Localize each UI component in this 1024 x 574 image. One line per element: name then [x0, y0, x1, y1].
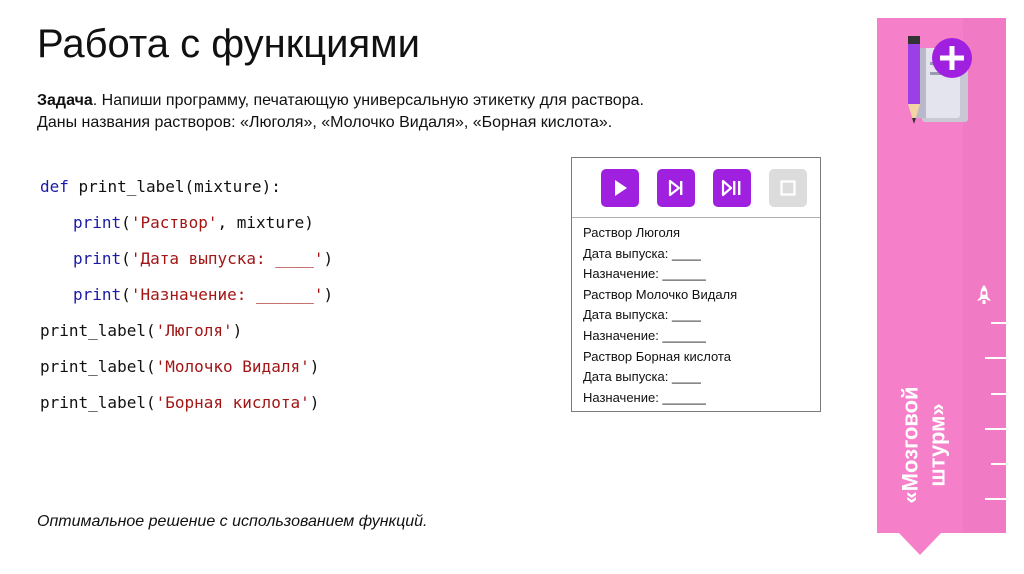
- code-builtin: print: [73, 213, 122, 232]
- ruler-tick: [985, 498, 1006, 500]
- code-line: [40, 352, 333, 388]
- code-text: ): [309, 393, 320, 412]
- code-text: (: [121, 213, 131, 232]
- side-label-line1: «Мозговой: [898, 386, 923, 504]
- output-line: Дата выпуска: ____: [583, 245, 701, 261]
- code-string: 'Люголя': [155, 321, 233, 340]
- side-panel-arrow: [899, 533, 941, 555]
- code-line: [40, 172, 333, 208]
- code-builtin: print: [73, 249, 122, 268]
- run-button[interactable]: [601, 169, 639, 207]
- code-block: [40, 172, 333, 424]
- output-line: Раствор Молочко Видаля: [583, 286, 738, 302]
- task-description: [37, 90, 797, 134]
- page-title: Работа с функциями: [37, 22, 421, 66]
- task-line2: Даны названия растворов: «Люголя», «Молочко Видаля», «Борная кислота».: [37, 114, 613, 131]
- ruler-tick: [991, 393, 1006, 395]
- output-line: Назначение: ______: [583, 389, 706, 405]
- code-string: 'Раствор': [130, 213, 218, 232]
- code-line: [40, 208, 333, 244]
- code-keyword: def: [40, 177, 69, 196]
- code-builtin: print: [73, 285, 122, 304]
- code-text: print_label(: [40, 357, 156, 376]
- output-console: [571, 157, 821, 412]
- step-icon: [666, 178, 686, 198]
- task-label: Задача: [37, 92, 93, 109]
- output-line: Назначение: ______: [583, 327, 706, 343]
- code-line: [40, 244, 333, 280]
- output-line: Раствор Люголя: [583, 225, 681, 240]
- footer-note: Оптимальное решение с использованием функций.: [37, 513, 428, 530]
- ruler-tick: [985, 428, 1006, 430]
- console-toolbar: [572, 158, 820, 218]
- code-string: 'Молочко Видаля': [155, 357, 310, 376]
- code-text: , mixture): [217, 213, 314, 232]
- rocket-icon: [976, 284, 992, 306]
- console-output: [572, 218, 820, 408]
- step-over-icon: [721, 178, 743, 198]
- code-text: print_label(: [40, 321, 156, 340]
- task-line1: . Напиши программу, печатающую универсальную этикетку для раствора.: [92, 92, 644, 109]
- output-line: Раствор Борная кислота: [583, 348, 731, 364]
- code-line: [40, 280, 333, 316]
- ruler-tick: [991, 322, 1006, 324]
- code-text: ): [323, 285, 334, 304]
- code-line: [40, 316, 333, 352]
- code-text: ): [309, 357, 320, 376]
- output-line: Назначение: ______: [583, 266, 706, 282]
- stop-icon: [779, 179, 797, 197]
- code-text: (: [121, 249, 131, 268]
- stop-button[interactable]: [769, 169, 807, 207]
- step-button[interactable]: [657, 169, 695, 207]
- side-label: [885, 360, 963, 530]
- code-text: print_label(mixture):: [68, 177, 281, 196]
- code-text: ): [323, 249, 334, 268]
- ruler-tick: [991, 463, 1006, 465]
- code-text: ): [232, 321, 243, 340]
- side-label-line2: штурм»: [925, 403, 950, 487]
- code-string: 'Борная кислота': [155, 393, 310, 412]
- code-text: (: [121, 285, 131, 304]
- run-icon: [610, 178, 630, 198]
- code-line: [40, 388, 333, 424]
- code-text: print_label(: [40, 393, 156, 412]
- output-line: Дата выпуска: ____: [583, 307, 701, 323]
- step-over-button[interactable]: [713, 169, 751, 207]
- code-string: 'Дата выпуска: ____': [130, 249, 324, 268]
- notebook-pencil-icon: [900, 32, 976, 128]
- ruler-tick: [985, 357, 1006, 359]
- output-line: Дата выпуска: ____: [583, 369, 701, 385]
- code-string: 'Назначение: ______': [130, 285, 324, 304]
